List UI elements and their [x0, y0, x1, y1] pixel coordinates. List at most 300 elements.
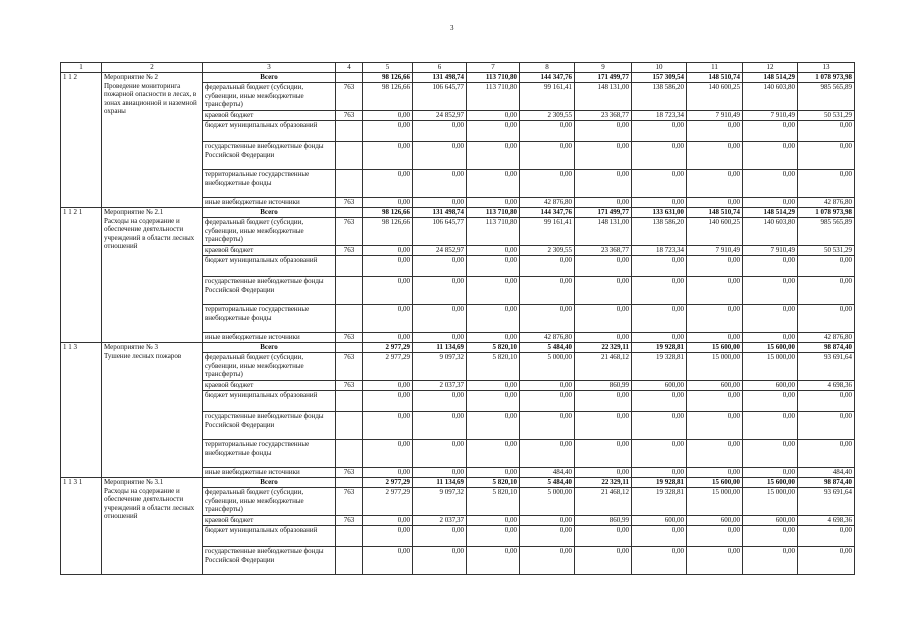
year-value: 7 910,49 — [687, 246, 743, 256]
grbs-code: 763 — [336, 83, 363, 111]
total-value: 0,00 — [798, 170, 855, 198]
year-value: 157 309,54 — [632, 73, 687, 83]
year-value: 0,00 — [467, 468, 520, 478]
year-value: 0,00 — [413, 440, 467, 468]
year-value: 600,00 — [743, 381, 798, 391]
year-value: 0,00 — [575, 277, 632, 305]
year-value: 600,00 — [632, 381, 687, 391]
year-value: 42 876,80 — [520, 198, 575, 208]
year-value: 0,00 — [363, 547, 413, 575]
total-value: 98 874,40 — [798, 343, 855, 353]
year-value: 0,00 — [413, 277, 467, 305]
grbs-code: 763 — [336, 111, 363, 121]
measure-title-cell — [102, 343, 203, 478]
year-value: 0,00 — [467, 391, 520, 412]
year-value: 0,00 — [575, 391, 632, 412]
year-value: 0,00 — [363, 526, 413, 547]
grbs-code: 763 — [336, 516, 363, 526]
measure-title: Мероприятие № 3 — [104, 343, 159, 351]
year-value: 11 134,69 — [413, 343, 467, 353]
measure-title: Мероприятие № 3.1 — [104, 478, 164, 486]
year-value: 98 126,66 — [363, 208, 413, 218]
year-value: 0,00 — [363, 111, 413, 121]
measure-code: 1 1 2 — [61, 73, 102, 208]
year-value: 2 977,29 — [363, 478, 413, 488]
year-value: 0,00 — [743, 305, 798, 333]
funding-source: Всего — [203, 343, 336, 353]
year-value: 138 586,20 — [632, 218, 687, 246]
year-value: 5 820,10 — [467, 343, 520, 353]
total-value: 93 691,64 — [798, 353, 855, 381]
year-value: 22 329,11 — [575, 478, 632, 488]
year-value: 0,00 — [743, 256, 798, 277]
year-value: 24 852,97 — [413, 246, 467, 256]
year-value: 0,00 — [575, 440, 632, 468]
grbs-code — [336, 440, 363, 468]
year-value: 0,00 — [632, 526, 687, 547]
header-row — [61, 63, 855, 73]
year-value: 0,00 — [413, 333, 467, 343]
year-value: 0,00 — [413, 526, 467, 547]
year-value: 15 600,00 — [687, 343, 743, 353]
year-value: 19 928,81 — [632, 478, 687, 488]
year-value: 0,00 — [467, 277, 520, 305]
table-row — [61, 73, 855, 83]
year-value: 42 876,80 — [520, 333, 575, 343]
year-value: 21 468,12 — [575, 488, 632, 516]
year-value: 0,00 — [467, 246, 520, 256]
year-value: 0,00 — [467, 305, 520, 333]
year-value: 24 852,97 — [413, 111, 467, 121]
year-value: 106 645,77 — [413, 218, 467, 246]
total-value: 93 691,64 — [798, 488, 855, 516]
year-value: 0,00 — [632, 391, 687, 412]
total-value: 4 698,36 — [798, 516, 855, 526]
year-value: 2 037,37 — [413, 516, 467, 526]
year-value: 0,00 — [632, 142, 687, 170]
grbs-code — [336, 73, 363, 83]
year-value: 0,00 — [743, 412, 798, 440]
year-value: 5 484,40 — [520, 343, 575, 353]
year-value: 0,00 — [363, 277, 413, 305]
header-cell: 11 — [687, 63, 743, 73]
header-cell: 2 — [102, 63, 203, 73]
year-value: 0,00 — [575, 333, 632, 343]
year-value: 0,00 — [575, 142, 632, 170]
year-value: 5 820,10 — [467, 478, 520, 488]
year-value: 0,00 — [632, 440, 687, 468]
year-value: 484,40 — [520, 468, 575, 478]
funding-source: краевой бюджет — [203, 516, 336, 526]
grbs-code — [336, 526, 363, 547]
funding-source: краевой бюджет — [203, 246, 336, 256]
year-value: 0,00 — [632, 256, 687, 277]
table-row — [61, 343, 855, 353]
year-value: 0,00 — [743, 170, 798, 198]
year-value: 0,00 — [467, 412, 520, 440]
total-value: 0,00 — [798, 142, 855, 170]
grbs-code — [336, 142, 363, 170]
funding-source: федеральный бюджет (субсидии, субвенции, иные межбюджетные трансферты) — [203, 353, 336, 381]
year-value: 148 514,29 — [743, 208, 798, 218]
year-value: 0,00 — [687, 440, 743, 468]
year-value: 0,00 — [520, 516, 575, 526]
total-value: 4 698,36 — [798, 381, 855, 391]
year-value: 144 347,76 — [520, 73, 575, 83]
year-value: 0,00 — [520, 412, 575, 440]
year-value: 2 309,55 — [520, 246, 575, 256]
year-value: 0,00 — [743, 391, 798, 412]
year-value: 148 510,74 — [687, 73, 743, 83]
year-value: 0,00 — [575, 526, 632, 547]
year-value: 0,00 — [363, 440, 413, 468]
year-value: 18 723,34 — [632, 111, 687, 121]
year-value: 0,00 — [363, 391, 413, 412]
total-value: 0,00 — [798, 440, 855, 468]
year-value: 0,00 — [520, 381, 575, 391]
total-value: 50 531,29 — [798, 246, 855, 256]
table-row — [61, 478, 855, 488]
year-value: 148 131,00 — [575, 83, 632, 111]
measure-description: Проведение мониторинга пожарной опасности в лесах, в зонах авиационной и наземной охраны — [104, 81, 197, 115]
funding-source: бюджет муниципальных образований — [203, 256, 336, 277]
funding-source: краевой бюджет — [203, 111, 336, 121]
year-value: 0,00 — [467, 256, 520, 277]
total-value: 42 876,80 — [798, 198, 855, 208]
grbs-code: 763 — [336, 218, 363, 246]
year-value: 0,00 — [467, 170, 520, 198]
year-value: 0,00 — [413, 256, 467, 277]
grbs-code: 763 — [336, 353, 363, 381]
year-value: 0,00 — [687, 277, 743, 305]
year-value: 11 134,69 — [413, 478, 467, 488]
funding-source: Всего — [203, 73, 336, 83]
grbs-code: 763 — [336, 198, 363, 208]
measure-title-cell — [102, 208, 203, 343]
year-value: 113 710,80 — [467, 83, 520, 111]
grbs-code: 763 — [336, 488, 363, 516]
year-value: 0,00 — [632, 305, 687, 333]
year-value: 0,00 — [575, 170, 632, 198]
funding-source: государственные внебюджетные фонды Российской Федерации — [203, 412, 336, 440]
funding-source: территориальные государственные внебюджетные фонды — [203, 305, 336, 333]
year-value: 0,00 — [575, 412, 632, 440]
year-value: 113 710,80 — [467, 218, 520, 246]
year-value: 0,00 — [575, 256, 632, 277]
year-value: 0,00 — [467, 198, 520, 208]
budget-table — [60, 62, 855, 575]
year-value: 19 328,81 — [632, 488, 687, 516]
year-value: 0,00 — [632, 198, 687, 208]
funding-source: Всего — [203, 478, 336, 488]
year-value: 0,00 — [413, 547, 467, 575]
year-value: 600,00 — [743, 516, 798, 526]
measure-title: Мероприятие № 2.1 — [104, 208, 164, 216]
funding-source: государственные внебюджетные фонды Российской Федерации — [203, 547, 336, 575]
funding-source: бюджет муниципальных образований — [203, 121, 336, 142]
year-value: 7 910,49 — [743, 111, 798, 121]
measure-title: Мероприятие № 2 — [104, 73, 159, 81]
year-value: 0,00 — [687, 198, 743, 208]
funding-source: федеральный бюджет (субсидии, субвенции, иные межбюджетные трансферты) — [203, 218, 336, 246]
header-cell: 8 — [520, 63, 575, 73]
year-value: 0,00 — [743, 121, 798, 142]
header-cell: 1 — [61, 63, 102, 73]
year-value: 15 600,00 — [687, 478, 743, 488]
year-value: 600,00 — [687, 381, 743, 391]
year-value: 7 910,49 — [687, 111, 743, 121]
total-value: 1 078 973,98 — [798, 73, 855, 83]
funding-source: иные внебюджетные источники — [203, 468, 336, 478]
year-value: 144 347,76 — [520, 208, 575, 218]
year-value: 0,00 — [467, 440, 520, 468]
year-value: 0,00 — [467, 121, 520, 142]
year-value: 0,00 — [520, 170, 575, 198]
header-cell: 13 — [798, 63, 855, 73]
year-value: 0,00 — [743, 198, 798, 208]
year-value: 0,00 — [687, 256, 743, 277]
total-value: 985 565,89 — [798, 83, 855, 111]
year-value: 0,00 — [743, 333, 798, 343]
year-value: 0,00 — [363, 198, 413, 208]
year-value: 138 586,20 — [632, 83, 687, 111]
total-value: 0,00 — [798, 526, 855, 547]
header-cell: 3 — [203, 63, 336, 73]
measure-code: 1 1 2 1 — [61, 208, 102, 343]
grbs-code — [336, 391, 363, 412]
year-value: 2 977,29 — [363, 488, 413, 516]
year-value: 140 600,25 — [687, 83, 743, 111]
year-value: 148 510,74 — [687, 208, 743, 218]
year-value: 0,00 — [520, 391, 575, 412]
year-value: 133 631,00 — [632, 208, 687, 218]
year-value: 99 161,41 — [520, 83, 575, 111]
total-value: 0,00 — [798, 277, 855, 305]
year-value: 148 131,00 — [575, 218, 632, 246]
year-value: 0,00 — [575, 121, 632, 142]
year-value: 18 723,34 — [632, 246, 687, 256]
year-value: 0,00 — [413, 412, 467, 440]
total-value: 98 874,40 — [798, 478, 855, 488]
year-value: 0,00 — [575, 547, 632, 575]
header-cell: 5 — [363, 63, 413, 73]
year-value: 140 600,25 — [687, 218, 743, 246]
year-value: 0,00 — [413, 121, 467, 142]
year-value: 140 603,80 — [743, 83, 798, 111]
header-cell: 6 — [413, 63, 467, 73]
year-value: 600,00 — [632, 516, 687, 526]
year-value: 860,99 — [575, 516, 632, 526]
year-value: 0,00 — [687, 305, 743, 333]
year-value: 22 329,11 — [575, 343, 632, 353]
measure-title-cell — [102, 73, 203, 208]
year-value: 19 928,81 — [632, 343, 687, 353]
grbs-code — [336, 277, 363, 305]
grbs-code — [336, 121, 363, 142]
year-value: 5 000,00 — [520, 353, 575, 381]
year-value: 98 126,66 — [363, 218, 413, 246]
year-value: 113 710,80 — [467, 73, 520, 83]
grbs-code — [336, 208, 363, 218]
header-cell: 10 — [632, 63, 687, 73]
year-value: 5 820,10 — [467, 353, 520, 381]
year-value: 0,00 — [687, 333, 743, 343]
year-value: 0,00 — [363, 468, 413, 478]
year-value: 131 498,74 — [413, 208, 467, 218]
year-value: 113 710,80 — [467, 208, 520, 218]
grbs-code — [336, 256, 363, 277]
year-value: 2 037,37 — [413, 381, 467, 391]
funding-source: территориальные государственные внебюджетные фонды — [203, 170, 336, 198]
year-value: 171 499,77 — [575, 73, 632, 83]
year-value: 98 126,66 — [363, 73, 413, 83]
year-value: 171 499,77 — [575, 208, 632, 218]
measure-code: 1 1 3 — [61, 343, 102, 478]
header-cell: 9 — [575, 63, 632, 73]
year-value: 0,00 — [632, 170, 687, 198]
measure-description: Тушение лесных пожаров — [104, 351, 182, 360]
year-value: 0,00 — [413, 468, 467, 478]
year-value: 0,00 — [363, 412, 413, 440]
year-value: 15 000,00 — [743, 353, 798, 381]
total-value: 0,00 — [798, 256, 855, 277]
funding-source: Всего — [203, 208, 336, 218]
funding-source: краевой бюджет — [203, 381, 336, 391]
grbs-code — [336, 478, 363, 488]
grbs-code — [336, 547, 363, 575]
year-value: 0,00 — [363, 305, 413, 333]
table-row — [61, 208, 855, 218]
funding-source: федеральный бюджет (субсидии, субвенции, иные межбюджетные трансферты) — [203, 83, 336, 111]
year-value: 0,00 — [743, 142, 798, 170]
year-value: 0,00 — [575, 305, 632, 333]
year-value: 0,00 — [743, 440, 798, 468]
total-value: 0,00 — [798, 412, 855, 440]
grbs-code: 763 — [336, 468, 363, 478]
year-value: 21 468,12 — [575, 353, 632, 381]
year-value: 0,00 — [520, 142, 575, 170]
grbs-code — [336, 170, 363, 198]
year-value: 0,00 — [520, 547, 575, 575]
year-value: 0,00 — [363, 246, 413, 256]
grbs-code: 763 — [336, 333, 363, 343]
year-value: 0,00 — [467, 516, 520, 526]
year-value: 0,00 — [743, 277, 798, 305]
year-value: 0,00 — [520, 256, 575, 277]
funding-source: иные внебюджетные источники — [203, 198, 336, 208]
total-value: 0,00 — [798, 121, 855, 142]
year-value: 2 309,55 — [520, 111, 575, 121]
year-value: 5 000,00 — [520, 488, 575, 516]
year-value: 9 097,32 — [413, 353, 467, 381]
header-cell: 4 — [336, 63, 363, 73]
year-value: 0,00 — [632, 277, 687, 305]
year-value: 0,00 — [575, 468, 632, 478]
year-value: 15 000,00 — [743, 488, 798, 516]
year-value: 106 645,77 — [413, 83, 467, 111]
year-value: 0,00 — [632, 547, 687, 575]
grbs-code — [336, 305, 363, 333]
year-value: 0,00 — [363, 381, 413, 391]
year-value: 0,00 — [467, 333, 520, 343]
year-value: 0,00 — [363, 516, 413, 526]
year-value: 0,00 — [467, 111, 520, 121]
year-value: 0,00 — [413, 198, 467, 208]
year-value: 0,00 — [687, 142, 743, 170]
grbs-code: 763 — [336, 381, 363, 391]
header-cell: 7 — [467, 63, 520, 73]
grbs-code — [336, 412, 363, 440]
year-value: 0,00 — [467, 381, 520, 391]
year-value: 0,00 — [467, 142, 520, 170]
year-value: 0,00 — [687, 547, 743, 575]
year-value: 0,00 — [363, 142, 413, 170]
year-value: 0,00 — [632, 333, 687, 343]
year-value: 0,00 — [687, 121, 743, 142]
year-value: 148 514,29 — [743, 73, 798, 83]
year-value: 5 820,10 — [467, 488, 520, 516]
year-value: 0,00 — [520, 526, 575, 547]
year-value: 0,00 — [363, 121, 413, 142]
year-value: 15 600,00 — [743, 343, 798, 353]
year-value: 23 368,77 — [575, 111, 632, 121]
year-value: 0,00 — [363, 170, 413, 198]
grbs-code: 763 — [336, 246, 363, 256]
funding-source: государственные внебюджетные фонды Российской Федерации — [203, 277, 336, 305]
funding-source: государственные внебюджетные фонды Российской Федерации — [203, 142, 336, 170]
year-value: 600,00 — [687, 516, 743, 526]
year-value: 0,00 — [632, 412, 687, 440]
measure-description: Расходы на содержание и обеспечение деятельности учреждений в области лесных отношений — [104, 486, 195, 520]
measure-description: Расходы на содержание и обеспечение деятельности учреждений в области лесных отношений — [104, 216, 195, 250]
funding-source: территориальные государственные внебюджетные фонды — [203, 440, 336, 468]
header-cell: 12 — [743, 63, 798, 73]
funding-source: бюджет муниципальных образований — [203, 526, 336, 547]
year-value: 0,00 — [687, 526, 743, 547]
year-value: 131 498,74 — [413, 73, 467, 83]
total-value: 484,40 — [798, 468, 855, 478]
year-value: 15 600,00 — [743, 478, 798, 488]
funding-source: федеральный бюджет (субсидии, субвенции, иные межбюджетные трансферты) — [203, 488, 336, 516]
year-value: 0,00 — [520, 440, 575, 468]
year-value: 2 977,29 — [363, 343, 413, 353]
year-value: 0,00 — [413, 142, 467, 170]
year-value: 0,00 — [687, 468, 743, 478]
year-value: 7 910,49 — [743, 246, 798, 256]
funding-source: бюджет муниципальных образований — [203, 391, 336, 412]
measure-title-cell — [102, 478, 203, 575]
total-value: 985 565,89 — [798, 218, 855, 246]
total-value: 0,00 — [798, 547, 855, 575]
year-value: 0,00 — [687, 170, 743, 198]
measure-code: 1 1 3 1 — [61, 478, 102, 575]
year-value: 23 368,77 — [575, 246, 632, 256]
page-number: 3 — [450, 24, 454, 32]
grbs-code — [336, 343, 363, 353]
year-value: 0,00 — [413, 305, 467, 333]
year-value: 99 161,41 — [520, 218, 575, 246]
year-value: 0,00 — [363, 256, 413, 277]
year-value: 98 126,66 — [363, 83, 413, 111]
year-value: 5 484,40 — [520, 478, 575, 488]
year-value: 19 328,81 — [632, 353, 687, 381]
total-value: 0,00 — [798, 391, 855, 412]
year-value: 15 000,00 — [687, 353, 743, 381]
year-value: 0,00 — [632, 468, 687, 478]
total-value: 50 531,29 — [798, 111, 855, 121]
year-value: 2 977,29 — [363, 353, 413, 381]
year-value: 0,00 — [632, 121, 687, 142]
